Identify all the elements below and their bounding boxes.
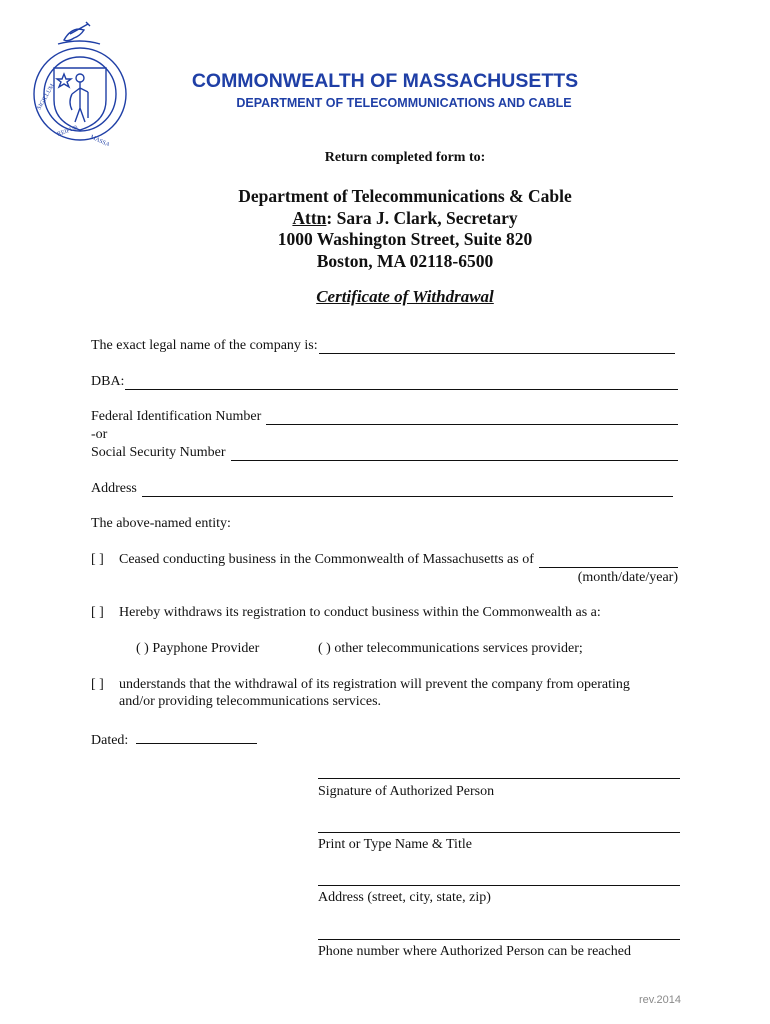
ceased-label: Ceased conducting business in the Commonwealth of Massachusetts as of (119, 552, 534, 567)
address-label: Address (91, 481, 137, 496)
signature-label: Signature of Authorized Person (318, 784, 495, 799)
return-label: Return completed form to: (324, 150, 486, 165)
legal-name-row (91, 338, 675, 354)
dba-field[interactable] (125, 377, 678, 390)
understands-line1: understands that the withdrawal of its registration will prevent the company from operating (119, 677, 630, 692)
svg-text:SIGILLUM: SIGILLUM (36, 83, 57, 111)
withdraw-label: Hereby withdraws its registration to conduct business within the Commonwealth as a: (119, 605, 601, 620)
dba-label: DBA: (91, 374, 125, 389)
other-provider-option[interactable]: ( ) other telecommunications services provider; (318, 641, 583, 656)
ceased-date-field[interactable] (539, 555, 678, 568)
ssn-label: Social Security Number (91, 445, 226, 460)
dated-label: Dated: (91, 733, 129, 748)
form-title: Certificate of Withdrawal (316, 287, 494, 306)
header-subtitle: DEPARTMENT OF TELECOMMUNICATIONS AND CABLE (236, 96, 572, 110)
dba-row (91, 374, 678, 390)
ssn-field[interactable] (231, 448, 678, 461)
ceased-row (119, 552, 678, 568)
return-attn (0, 208, 770, 230)
phone-label: Phone number where Authorized Person can be reached (318, 944, 631, 959)
svg-text:MASSA: MASSA (89, 134, 111, 146)
fein-row (91, 409, 678, 425)
revision-label: rev.2014 (639, 994, 681, 1006)
return-city: Boston, MA 02118-6500 (316, 250, 494, 271)
address-row (91, 481, 673, 497)
print-name-label: Print or Type Name & Title (318, 837, 472, 852)
svg-text:REIPUB: REIPUB (56, 124, 79, 138)
header-title: COMMONWEALTH OF MASSACHUSETTS (191, 70, 579, 92)
signer-address-line[interactable] (318, 885, 680, 886)
entity-label: The above-named entity: (91, 516, 231, 531)
print-name-line[interactable] (318, 832, 680, 833)
phone-line[interactable] (318, 939, 680, 940)
ssn-row (91, 445, 678, 461)
attn-prefix: Attn (292, 207, 327, 228)
payphone-option[interactable]: ( ) Payphone Provider (136, 641, 260, 656)
withdraw-checkbox[interactable]: [ ] (91, 605, 104, 620)
dated-field[interactable] (136, 731, 257, 744)
legal-name-field[interactable] (319, 341, 675, 354)
attn-rest: : Sara J. Clark, Secretary (326, 207, 518, 228)
ceased-checkbox[interactable]: [ ] (91, 552, 104, 567)
understands-line2: and/or providing telecommunications services. (119, 694, 382, 709)
return-dept: Department of Telecommunications & Cable (238, 186, 572, 206)
or-label: -or (91, 427, 108, 442)
fein-label: Federal Identification Number (91, 409, 262, 424)
address-field[interactable] (142, 484, 673, 497)
dated-row (91, 731, 257, 749)
signer-address-label: Address (street, city, state, zip) (318, 890, 491, 905)
fein-field[interactable] (266, 412, 678, 425)
date-hint: (month/date/year) (577, 570, 678, 585)
legal-name-label: The exact legal name of the company is: (91, 338, 318, 353)
signature-line[interactable] (318, 778, 680, 779)
understands-checkbox[interactable]: [ ] (91, 677, 104, 692)
return-street: 1000 Washington Street, Suite 820 (277, 229, 533, 249)
